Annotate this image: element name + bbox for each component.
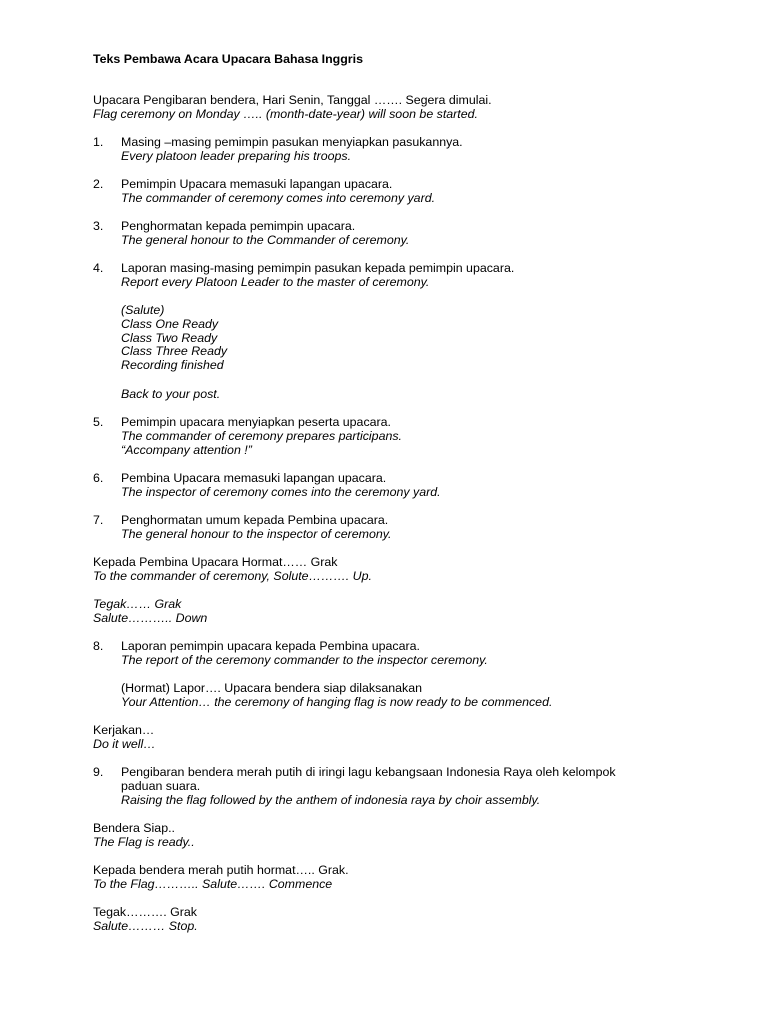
item-en-text: Report every Platoon Leader to the master of ceremony. xyxy=(121,274,430,289)
list-item xyxy=(121,472,661,500)
tegak-final-id: Tegak………. Grak xyxy=(93,905,197,919)
kerjakan-id: Kerjakan… xyxy=(93,723,155,737)
item-number: 8. xyxy=(93,639,104,653)
list-item xyxy=(121,416,661,457)
item-number: 1. xyxy=(93,135,104,149)
report-id-text: (Hormat) Lapor…. Upacara bendera siap dilaksanakan xyxy=(121,681,422,695)
command-en-text: To the commander of ceremony, Solute………. Up. xyxy=(93,568,372,583)
item-id-text: Masing –masing pemimpin pasukan menyiapkan pasukannya. xyxy=(121,135,463,149)
item-en-text: The commander of ceremony prepares participans. xyxy=(121,428,402,443)
item-id-text: Pemimpin Upacara memasuki lapangan upacara. xyxy=(121,177,393,191)
item-number: 2. xyxy=(93,177,104,191)
item-id-text: Penghormatan kepada pemimpin upacara. xyxy=(121,219,356,233)
item-en-text: Every platoon leader preparing his troops. xyxy=(121,148,352,163)
kerjakan xyxy=(93,724,713,752)
list-item xyxy=(121,766,646,807)
command-id-text: Kepada Pembina Upacara Hormat…… Grak xyxy=(93,555,338,569)
list-item xyxy=(121,514,661,542)
report-en-text: Your Attention… the ceremony of hanging flag is now ready to be commenced. xyxy=(121,694,553,709)
list-item xyxy=(121,220,661,248)
salute-text: Salute……….. Down xyxy=(93,610,208,625)
tegak-final-en: Salute……… Stop. xyxy=(93,918,198,933)
item-id-text: Pembina Upacara memasuki lapangan upacara. xyxy=(121,471,387,485)
hormat-bendera-en: To the Flag……….. Salute……. Commence xyxy=(93,876,333,891)
intro-id: Upacara Pengibaran bendera, Hari Senin, Tanggal ……. Segera dimulai. xyxy=(93,93,492,107)
item-number: 4. xyxy=(93,261,104,275)
report-ready xyxy=(121,682,661,710)
back-to-post: Back to your post. xyxy=(121,387,221,401)
item-number: 5. xyxy=(93,415,104,429)
bendera-siap xyxy=(93,822,713,850)
item-id-text: Pemimpin upacara menyiapkan peserta upacara. xyxy=(121,415,391,429)
item-en-text: The commander of ceremony comes into ceremony yard. xyxy=(121,190,436,205)
salute-sub-line: (Salute) xyxy=(121,303,165,317)
hormat-pembina xyxy=(93,556,713,584)
item-en-text: The inspector of ceremony comes into the ceremony yard. xyxy=(121,484,441,499)
item-id-text: Laporan masing-masing pemimpin pasukan kepada pemimpin upacara. xyxy=(121,261,515,275)
tegak-final xyxy=(93,906,713,934)
list-item xyxy=(121,178,661,206)
item-number: 3. xyxy=(93,219,104,233)
tegak-salute xyxy=(93,598,713,626)
item-number: 6. xyxy=(93,471,104,485)
item-number: 7. xyxy=(93,513,104,527)
bendera-siap-id: Bendera Siap.. xyxy=(93,821,175,835)
item-en-text: The report of the ceremony commander to the inspector ceremony. xyxy=(121,652,488,667)
list-item xyxy=(121,640,661,668)
salute-sub-line: Class Two Ready xyxy=(121,330,218,345)
tegak-text: Tegak…… Grak xyxy=(93,597,182,611)
list-item xyxy=(121,136,661,164)
salute-sub-line: Recording finished xyxy=(121,358,224,373)
bendera-siap-en: The Flag is ready.. xyxy=(93,834,195,849)
item-id-text: Penghormatan umum kepada Pembina upacara. xyxy=(121,513,389,527)
hormat-bendera xyxy=(93,864,713,892)
item-en-text: The general honour to the inspector of ceremony. xyxy=(121,526,392,541)
item-en-text: Raising the flag followed by the anthem of indonesia raya by choir assembly. xyxy=(121,792,541,807)
document-title: Teks Pembawa Acara Upacara Bahasa Inggris xyxy=(93,52,363,66)
hormat-bendera-id: Kepada bendera merah putih hormat….. Grak. xyxy=(93,863,349,877)
list-item xyxy=(121,262,661,290)
item-id-text: Laporan pemimpin upacara kepada Pembina upacara. xyxy=(121,639,420,653)
item-id-text: Pengibaran bendera merah putih di iringi lagu kebangsaan Indonesia Raya oleh kelompok paduan suara. xyxy=(121,765,616,793)
salute-sub-line: Class Three Ready xyxy=(121,344,228,359)
item-number: 9. xyxy=(93,765,104,779)
item-en-command: “Accompany attention !” xyxy=(121,442,252,457)
salute-sub-list xyxy=(121,304,661,373)
salute-sub-line: Class One Ready xyxy=(121,316,219,331)
kerjakan-en: Do it well… xyxy=(93,736,156,751)
intro-en: Flag ceremony on Monday ….. (month-date-year) will soon be started. xyxy=(93,106,478,121)
item-en-text: The general honour to the Commander of ceremony. xyxy=(121,232,410,247)
intro xyxy=(93,94,713,122)
